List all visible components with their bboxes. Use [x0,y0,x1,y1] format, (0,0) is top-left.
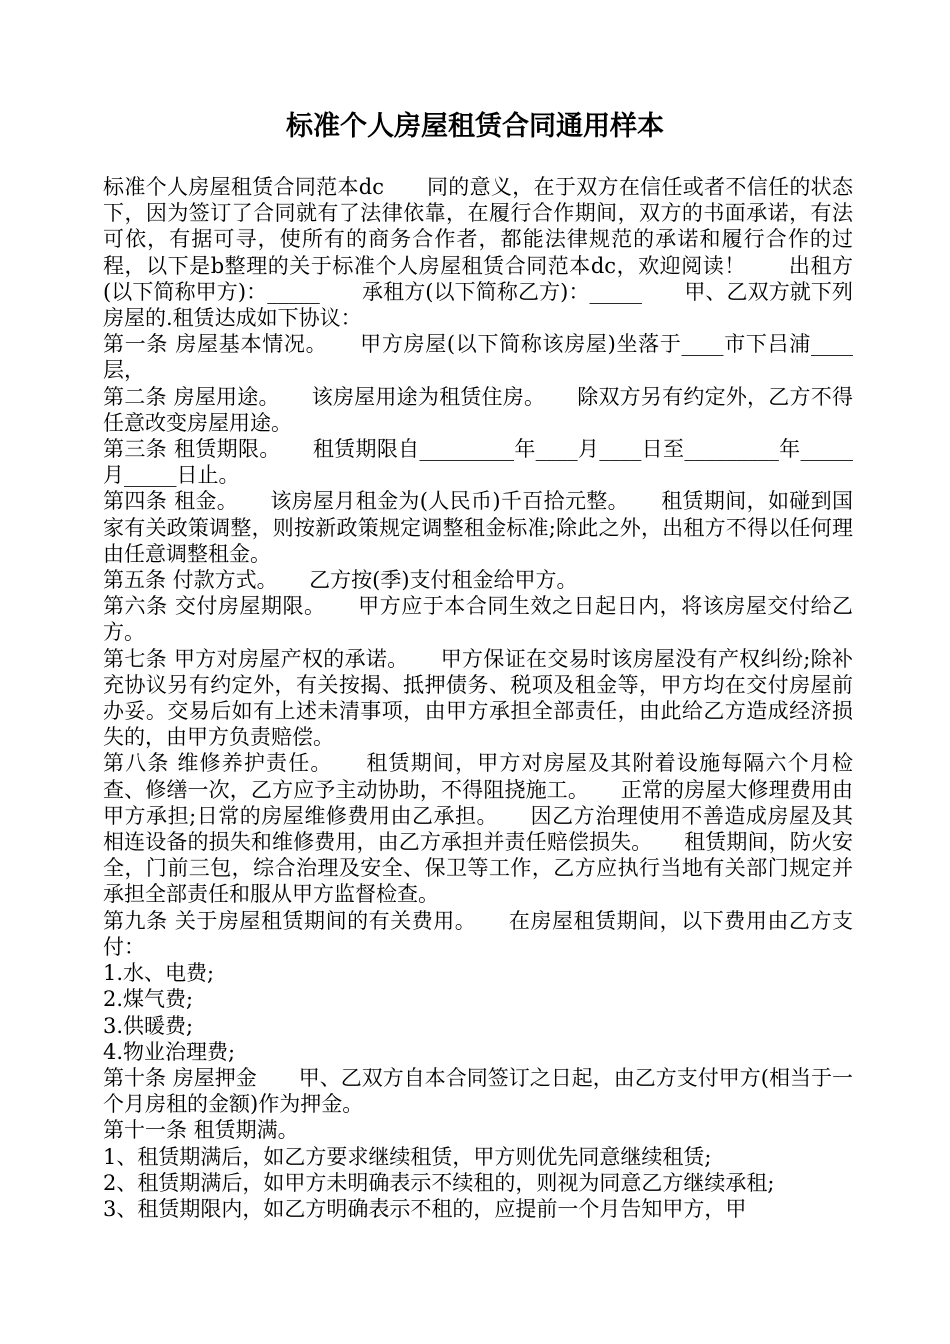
list-item-fee-2: 2.煤气费; [103,987,194,1012]
list-item-fee-1: 1.水、电费; [103,961,215,986]
paragraph-article-9: 第九条 关于房屋租赁期间的有关费用。 在房屋租赁期间，以下费用由乙方支付： [103,908,853,959]
paragraph-article-8: 第八条 维修养护责任。 租赁期间，甲方对房屋及其附着设施每隔六个月检查、修缮一次，乙方应予主动协助，不得阻挠施工。 正常的房屋大修理费用由甲方承担;日常的房屋维修费用由乙承担。 因乙方治理使用不善造成房屋及其相连设备的损失和维修费用，由乙方承担并责任赔偿损失。 租赁期间，防火安全，门前三包，综合治理及安全、保卫等工作，乙方应执行当地有关部门规定并承担全部责任和服从甲方监督检查。 [103,751,853,907]
paragraph-article-1: 第一条 房屋基本情况。 甲方房屋(以下简称该房屋)坐落于____市下吕浦____层， [103,332,853,383]
list-item-fee-4: 4.物业治理费; [103,1039,236,1064]
paragraph-article-5: 第五条 付款方式。 乙方按(季)支付租金给甲方。 [103,568,578,593]
paragraph-article-2: 第二条 房屋用途。 该房屋用途为租赁住房。 除双方另有约定外，乙方不得任意改变房屋用途。 [103,384,853,435]
paragraph-article-7: 第七条 甲方对房屋产权的承诺。 甲方保证在交易时该房屋没有产权纠纷;除补充协议另有约定外，有关按揭、抵押债务、税项及租金等，甲方均在交付房屋前办妥。交易后如有上述未清事项，由甲方承担全部责任，由此给乙方造成经济损失的，由甲方负责赔偿。 [103,646,853,750]
list-item-expiry-1: 1、租赁期满后，如乙方要求继续租赁，甲方则优先同意继续租赁; [103,1144,712,1169]
paragraph-intro: 标准个人房屋租赁合同范本dc 同的意义，在于双方在信任或者不信任的状态下，因为签订了合同就有了法律依靠，在履行合作期间，双方的书面承诺，有法可依，有据可寻，使所有的商务合作者，都能法律规范的承诺和履行合作的过程，以下是b整理的关于标准个人房屋租赁合同范本dc，欢迎阅读！ 出租方(以下简称甲方)：_____ 承租方(以下简称乙方)：_____ 甲、乙双方就下列房屋的.租赁达成如下协议： [103,175,853,331]
paragraph-article-10: 第十条 房屋押金 甲、乙双方自本合同签订之日起，由乙方支付甲方(相当于一个月房租的金额)作为押金。 [103,1065,853,1117]
list-item-expiry-2: 2、租赁期满后，如甲方未明确表示不续租的，则视为同意乙方继续承租; [103,1170,775,1195]
document-title: 标准个人房屋租赁合同通用样本 [286,111,664,142]
list-item-expiry-3: 3、租赁期限内，如乙方明确表示不租的，应提前一个月告知甲方，甲 [103,1196,747,1221]
list-item-fee-3: 3.供暖费; [103,1013,194,1038]
paragraph-article-11: 第十一条 租赁期满。 [103,1118,299,1143]
paragraph-article-6: 第六条 交付房屋期限。 甲方应于本合同生效之日起日内，将该房屋交付给乙方。 [103,594,853,645]
paragraph-article-4: 第四条 租金。 该房屋月租金为(人民币)千百拾元整。 租赁期间，如碰到国家有关政策调整，则按新政策规定调整租金标准;除此之外，出租方不得以任何理由任意调整租金。 [103,489,853,566]
document-body [103,174,853,1222]
paragraph-article-3: 第三条 租赁期限。 租赁期限自_________年____月____日至_________年_____月_____日止。 [103,437,853,488]
